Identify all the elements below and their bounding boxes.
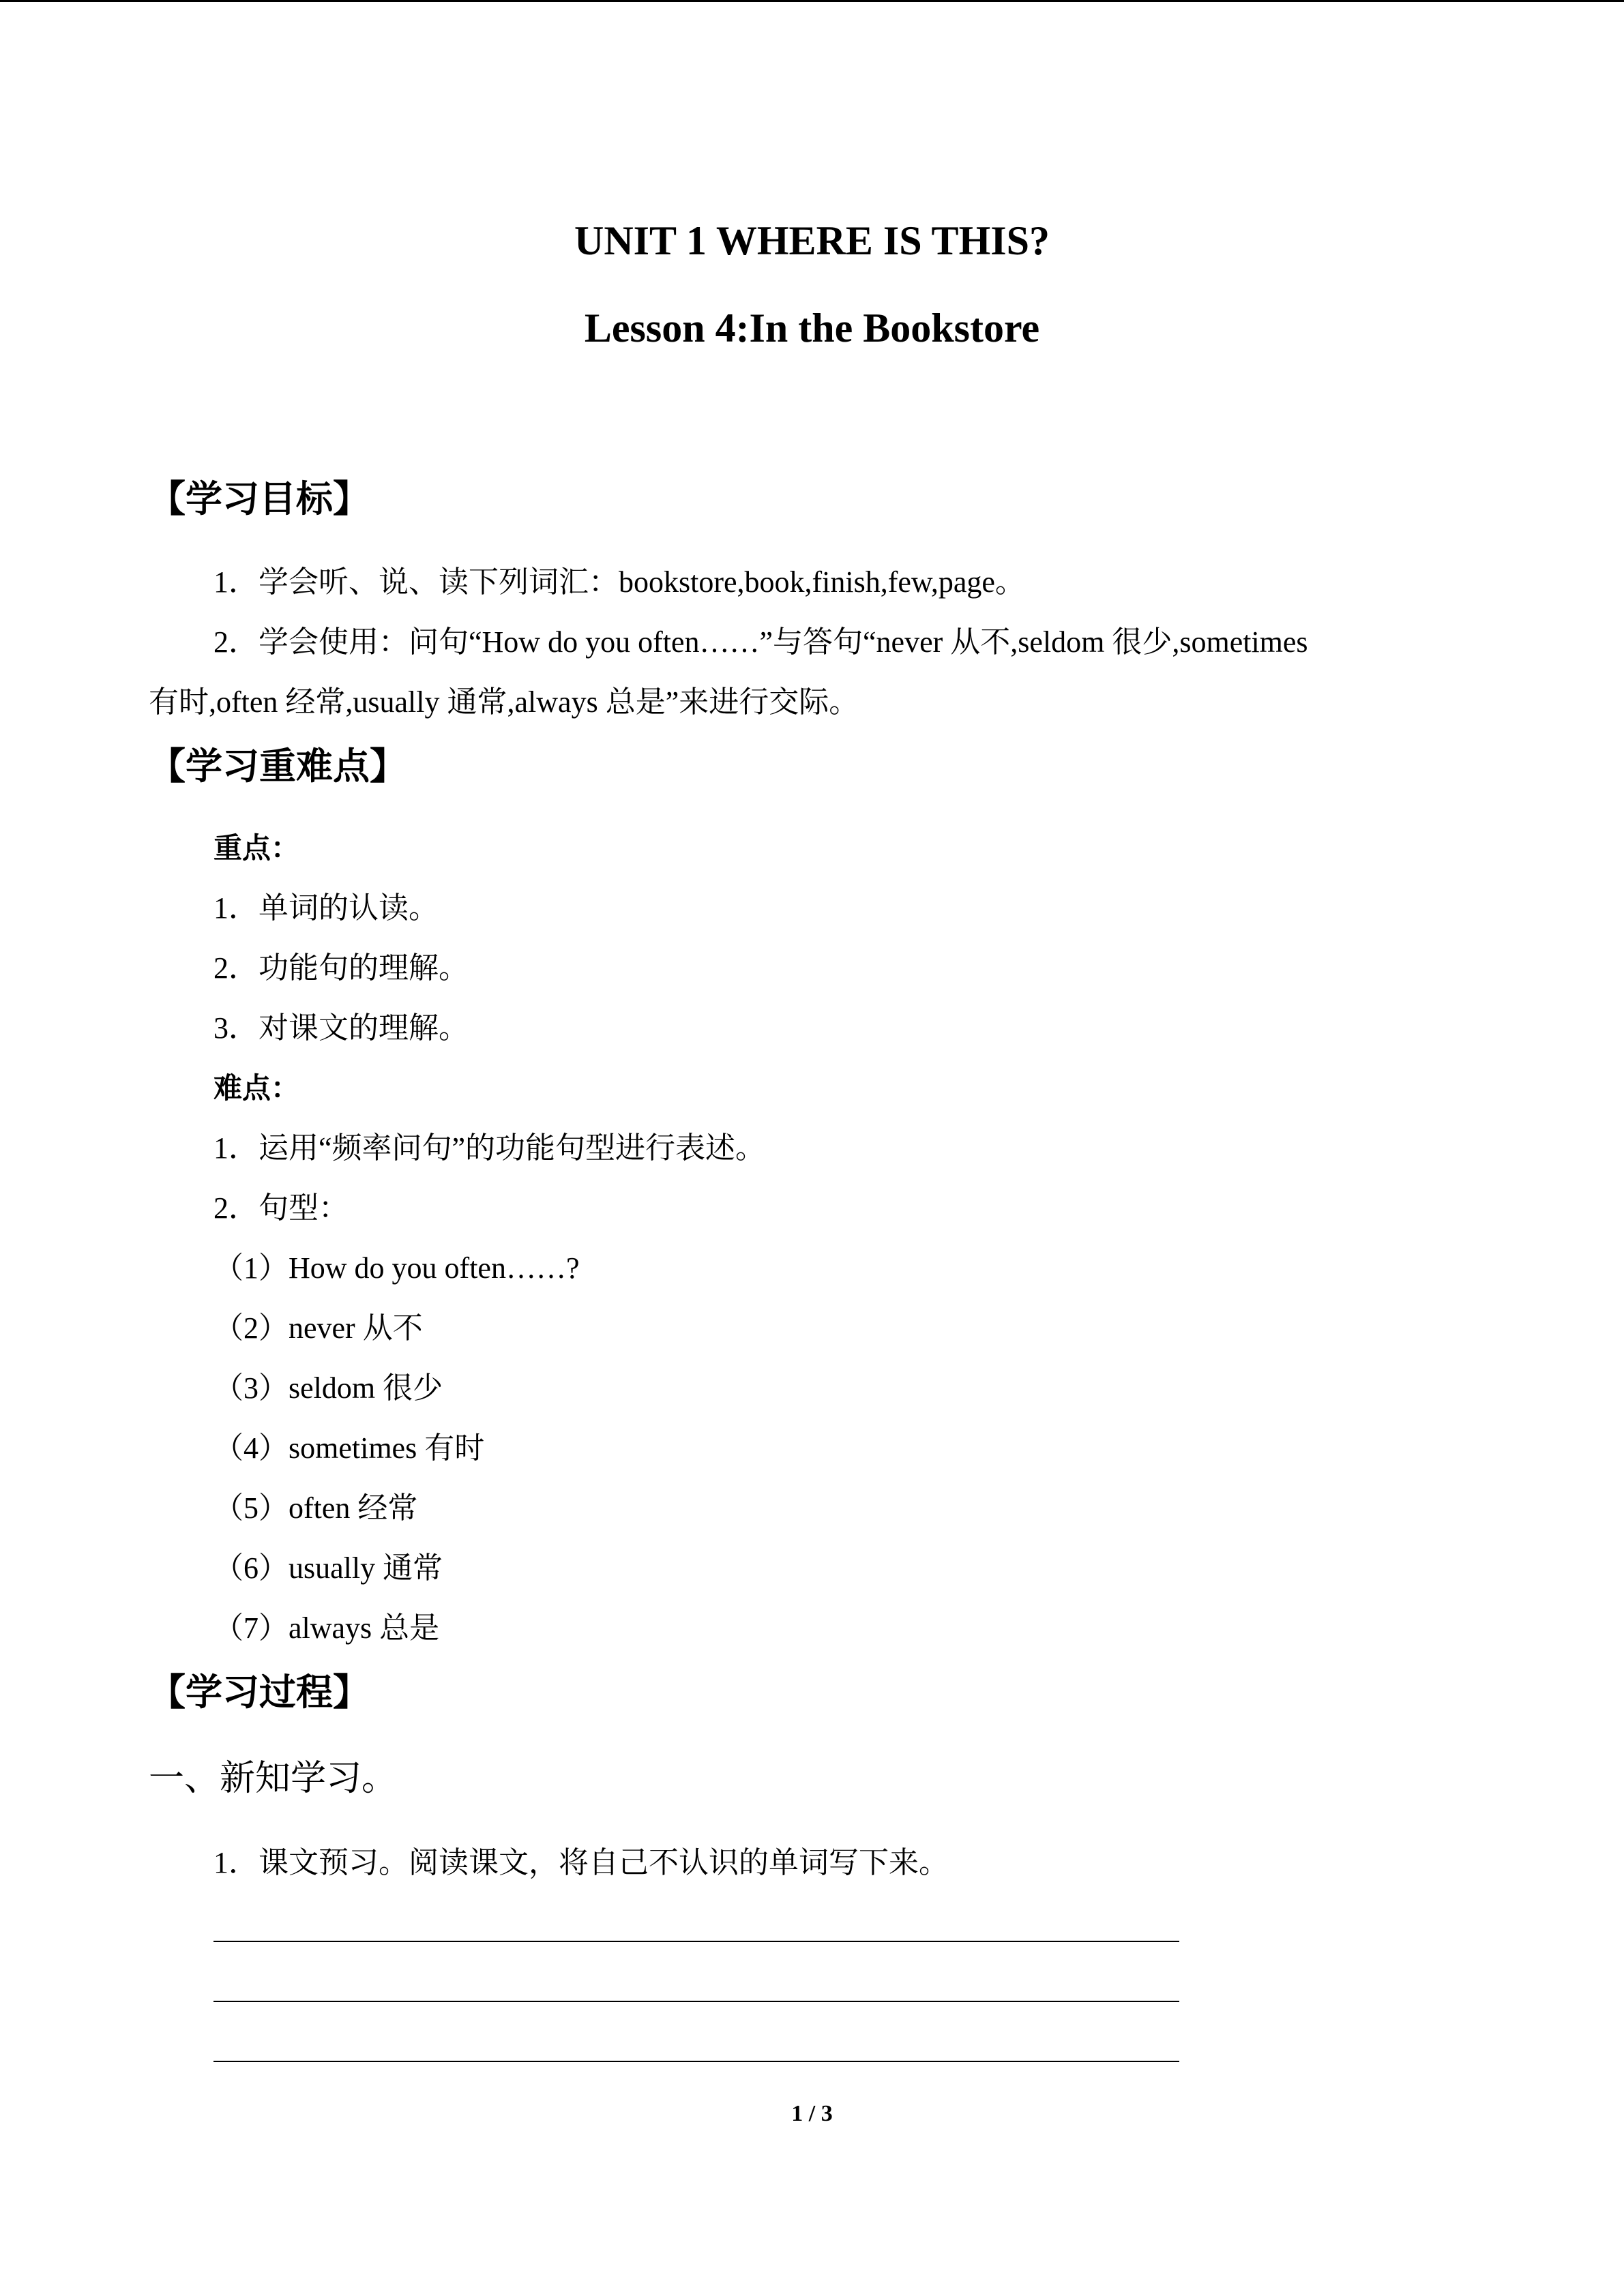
lesson-title: Lesson 4:In the Bookstore <box>584 305 1040 351</box>
difficulty-item: 2．句型： <box>213 1191 349 1225</box>
sentence-pattern: （2）never 从不 <box>213 1311 423 1345</box>
section-heading-process: 【学习过程】 <box>149 1671 370 1714</box>
answer-blank-line <box>213 1941 1179 1942</box>
focus-label: 重点： <box>213 831 300 865</box>
answer-blank-line <box>213 2061 1179 2062</box>
sentence-pattern: （4）sometimes 有时 <box>213 1431 485 1465</box>
sentence-pattern: （5）often 经常 <box>213 1491 418 1525</box>
focus-item: 2．功能句的理解。 <box>213 951 469 985</box>
focus-item: 1．单词的认读。 <box>213 891 439 925</box>
part-heading-new-knowledge: 一、新知学习。 <box>149 1759 398 1798</box>
goal-item-2: 2．学会使用：问句“How do you often……”与答句“never 从不,seldom 很少,sometimes <box>213 625 1308 659</box>
goal-item-2-continued: 有时,often 经常,usually 通常,always 总是”来进行交际。 <box>149 685 859 719</box>
page-number: 1 / 3 <box>791 2101 833 2126</box>
sentence-pattern: （6）usually 通常 <box>213 1551 443 1585</box>
sentence-pattern: （3）seldom 很少 <box>213 1371 443 1405</box>
difficulty-item: 1．运用“频率问句”的功能句型进行表述。 <box>213 1131 766 1165</box>
difficulty-label: 难点： <box>213 1071 300 1105</box>
goal-item-1: 1．学会听、说、读下列词汇：bookstore,book,finish,few,page。 <box>213 565 1025 599</box>
section-heading-key-points: 【学习重难点】 <box>149 745 407 788</box>
task-preview: 1．课文预习。阅读课文，将自己不认识的单词写下来。 <box>213 1846 949 1879</box>
page-title: UNIT 1 WHERE IS THIS? <box>574 218 1050 263</box>
focus-item: 3．对课文的理解。 <box>213 1011 469 1045</box>
section-heading-goals: 【学习目标】 <box>149 477 370 520</box>
sentence-pattern: （7）always 总是 <box>213 1611 440 1645</box>
answer-blank-line <box>213 2001 1179 2002</box>
sentence-pattern: （1）How do you often……? <box>213 1251 580 1285</box>
